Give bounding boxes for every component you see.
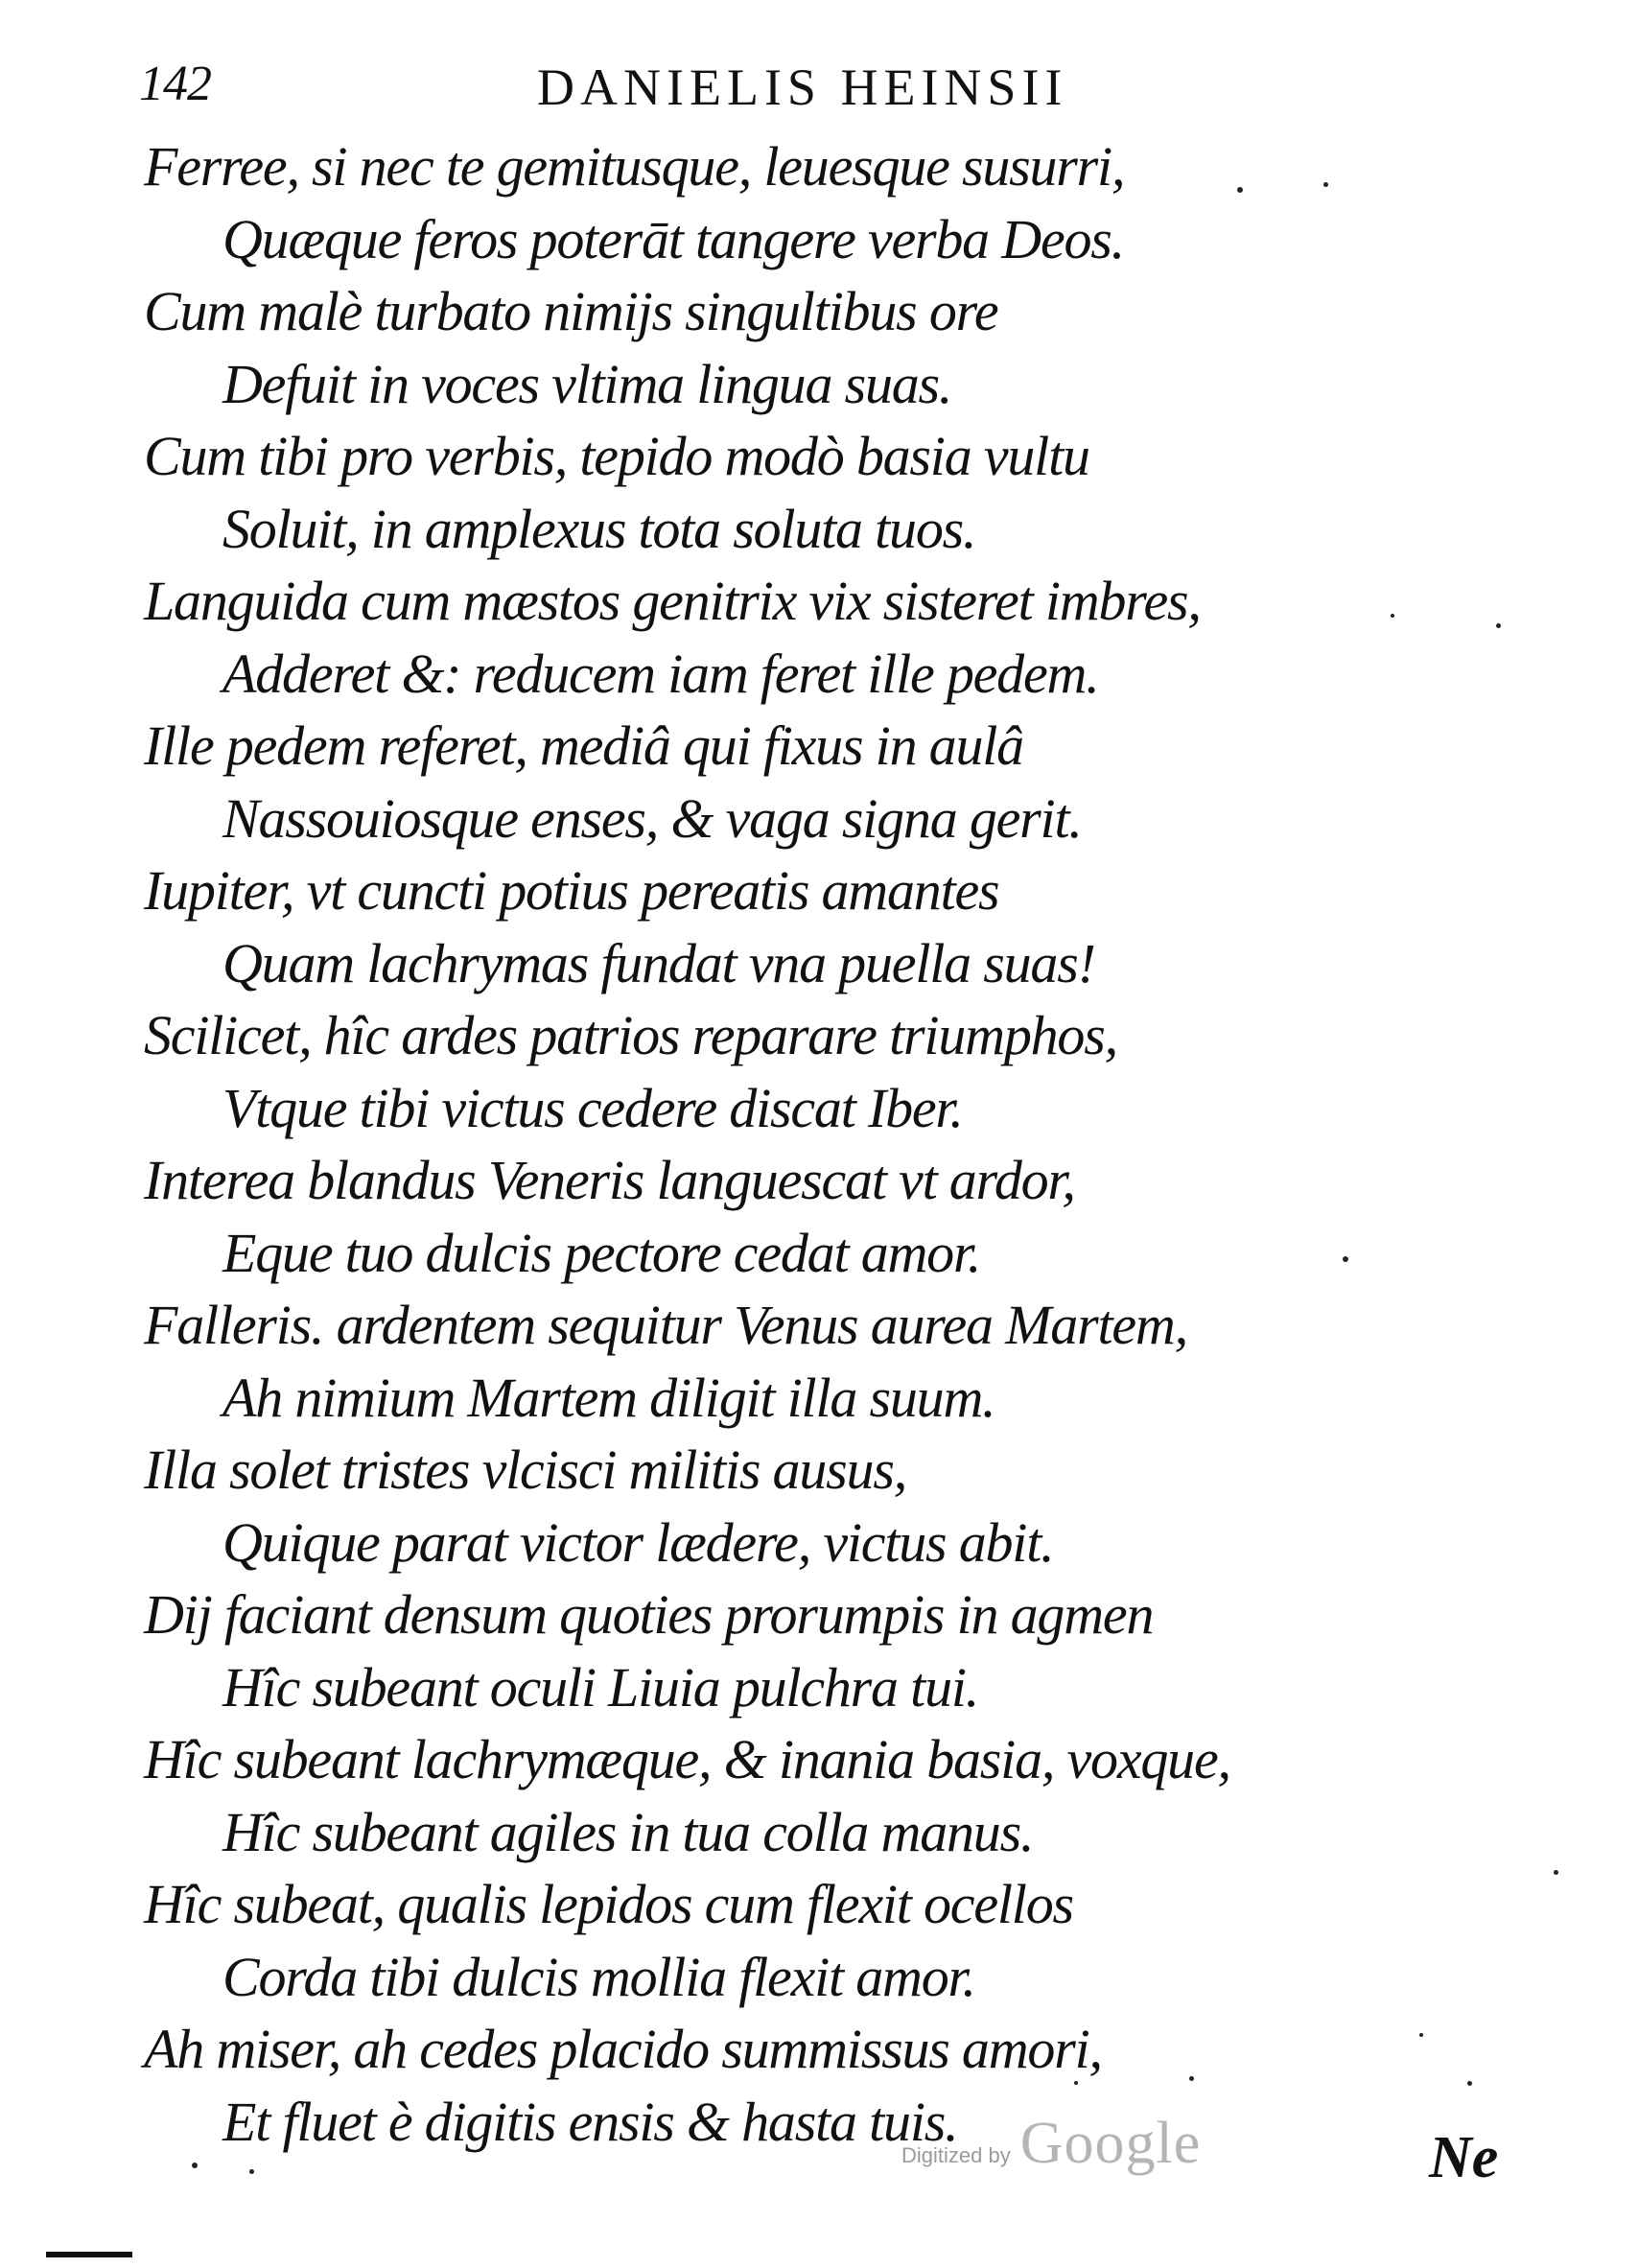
poem-line: Cum tibi pro verbis, tepido modò basia vultu	[144, 425, 1089, 487]
scan-speck	[1237, 187, 1243, 193]
scan-speck	[1554, 1870, 1558, 1875]
poem-line: Quæque feros poterāt tangere verba Deos.	[222, 207, 1124, 270]
poem-line: Ah nimium Martem diligit illa suum.	[222, 1366, 995, 1429]
scan-speck	[1467, 2081, 1472, 2086]
poem-line: Eque tuo dulcis pectore cedat amor.	[222, 1221, 981, 1284]
poem-line: Scilicet, hîc ardes patrios reparare triumphos,	[144, 1004, 1117, 1066]
watermark-brand: Google	[1019, 2111, 1202, 2176]
scan-speck	[1343, 1256, 1348, 1262]
poem-line: Corda tibi dulcis mollia flexit amor.	[222, 1945, 975, 2008]
poem-line: Ille pedem referet, mediâ qui fixus in aulâ	[144, 714, 1023, 777]
catchword: Ne	[1429, 2125, 1499, 2190]
poem-line: Cum malè turbato nimijs singultibus ore	[144, 280, 998, 342]
poem-line: Vtque tibi victus cedere discat Iber.	[222, 1076, 963, 1139]
scan-speck	[1419, 2033, 1423, 2037]
poem-line: Illa solet tristes vlcisci militis ausus,	[144, 1438, 907, 1501]
scan-edge-mark	[46, 2252, 132, 2257]
scan-speck	[1189, 2076, 1194, 2081]
poem-line: Dij faciant densum quoties prorumpis in agmen	[144, 1583, 1154, 1646]
poem-line: Quique parat victor lædere, victus abit.	[222, 1510, 1054, 1574]
scan-speck	[249, 2169, 254, 2174]
poem-line: Iupiter, vt cuncti potius pereatis amantes	[144, 859, 999, 922]
watermark-prefix: Digitized by	[901, 2143, 1011, 2167]
running-head: DANIELIS HEINSII	[537, 58, 1068, 116]
poem-line: Soluit, in amplexus tota soluta tuos.	[222, 497, 976, 560]
poem-line: Languida cum mæstos genitrix vix sisteret imbres,	[144, 570, 1201, 632]
poem-line: Et fluet è digitis ensis & hasta tuis.	[222, 2090, 958, 2153]
poem-line: Nassouiosque enses, & vaga signa gerit.	[222, 786, 1082, 850]
scan-speck	[192, 2163, 198, 2168]
poem-line: Interea blandus Veneris languescat vt ardor,	[144, 1149, 1075, 1211]
poem-line: Ferree, si nec te gemitusque, leuesque susurri,	[144, 135, 1125, 198]
scan-speck	[1391, 614, 1394, 618]
digitized-watermark	[901, 2110, 1201, 2178]
scan-speck	[1323, 182, 1328, 187]
poem-line: Ah miser, ah cedes placido summissus amori,	[144, 2018, 1102, 2080]
scan-speck	[1074, 2081, 1078, 2085]
scan-speck	[1496, 623, 1501, 628]
poem-line: Quam lachrymas fundat vna puella suas!	[222, 931, 1095, 994]
poem-line: Adderet &: reducem iam feret ille pedem.	[222, 642, 1099, 705]
poem-line: Defuit in voces vltima lingua suas.	[222, 352, 952, 415]
poem-line: Hîc subeant lachrymæque, & inania basia, voxque,	[144, 1728, 1230, 1790]
poem-line: Falleris. ardentem sequitur Venus aurea Martem,	[144, 1294, 1187, 1356]
poem-line: Hîc subeat, qualis lepidos cum flexit ocellos	[144, 1873, 1073, 1935]
poem-line: Hîc subeant oculi Liuia pulchra tui.	[222, 1655, 979, 1719]
page-number: 142	[139, 57, 211, 111]
poem-line: Hîc subeant agiles in tua colla manus.	[222, 1800, 1034, 1863]
